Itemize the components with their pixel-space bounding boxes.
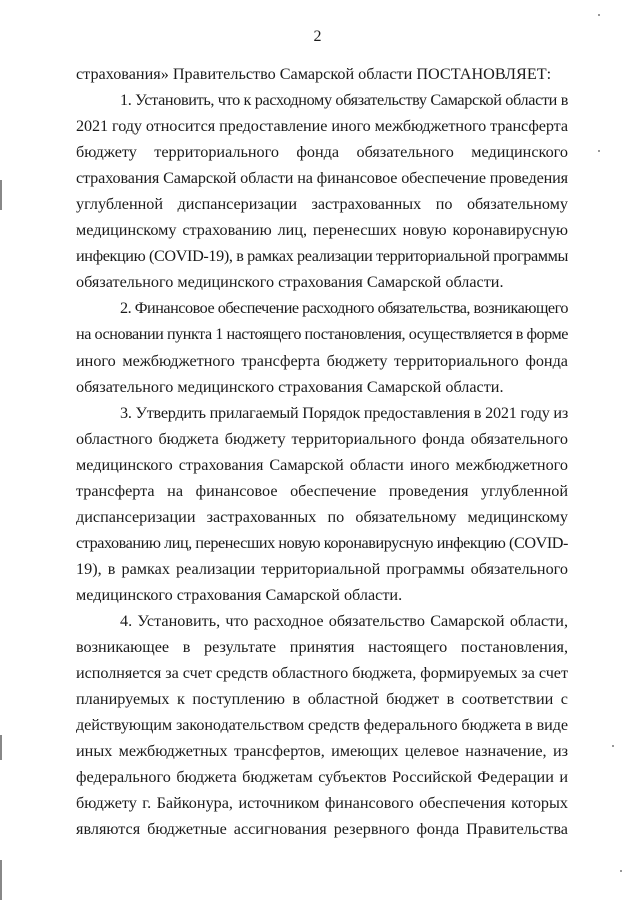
text-line: медицинского страхования Самарской области иного межбюджетного — [76, 455, 568, 474]
text-line: углубленной диспансеризации застрахованных по обязательному — [76, 195, 568, 214]
text-line-row — [76, 321, 568, 347]
text-line-row — [76, 165, 568, 191]
scan-edge-mark — [0, 735, 2, 760]
text-line: 1. Установить, что к расходному обязательству Самарской области в — [120, 91, 568, 110]
text-line: планируемых к поступлению в областной бюджет в соответствии с — [76, 690, 568, 709]
scan-speck — [620, 870, 622, 872]
scan-speck — [598, 150, 600, 152]
text-line: страхования Самарской области на финансовое обеспечение проведения — [76, 169, 568, 188]
text-line-row — [76, 504, 568, 530]
text-line-row — [76, 87, 568, 113]
text-line: обязательного медицинского страхования Самарской области. — [76, 377, 504, 396]
text-line: трансферта на финансовое обеспечение проведения углубленной — [76, 481, 568, 500]
text-line: областного бюджета бюджету территориального фонда обязательного — [76, 429, 568, 448]
text-line: на основании пункта 1 настоящего постановления, осуществляется в форме — [76, 325, 568, 344]
text-line: медицинского страхования Самарской области. — [76, 585, 403, 604]
text-line-row — [76, 634, 568, 660]
text-line-row — [76, 686, 568, 712]
text-line: 2021 году относится предоставление иного межбюджетного трансферта — [76, 117, 568, 136]
scan-edge-mark — [0, 860, 2, 900]
text-line-row — [76, 269, 568, 295]
text-line-row — [76, 816, 568, 842]
text-line: 3. Утвердить прилагаемый Порядок предоставления в 2021 году из — [120, 403, 568, 422]
text-line: медицинскому страхованию лиц, перенесших новую коронавирусную — [76, 221, 568, 240]
text-line: являются бюджетные ассигнования резервного фонда Правительства — [76, 820, 568, 839]
text-line-row — [76, 790, 568, 816]
text-line: иного межбюджетного трансферта бюджету территориального фонда — [76, 351, 568, 370]
text-line-row — [76, 530, 568, 556]
text-line-row — [76, 452, 568, 478]
text-line: 19), в рамках реализации территориальной программы обязательного — [76, 559, 568, 578]
text-line: страхованию лиц, перенесших новую коронавирусную инфекцию (COVID- — [76, 533, 568, 552]
text-line: 4. Установить, что расходное обязательство Самарской области, — [120, 611, 568, 630]
text-line: действующим законодательством средств федерального бюджета в виде — [76, 716, 568, 735]
page-number: 2 — [313, 28, 322, 45]
scan-speck — [598, 14, 600, 16]
text-line-row — [76, 582, 568, 608]
document-body — [76, 61, 568, 842]
text-line-row — [76, 712, 568, 738]
text-line-row — [76, 426, 568, 452]
text-line-row — [76, 556, 568, 582]
scan-speck — [612, 745, 614, 747]
text-line-row — [76, 738, 568, 764]
text-line-row — [76, 764, 568, 790]
text-line-row — [76, 348, 568, 374]
text-line: обязательного медицинского страхования Самарской области. — [76, 273, 504, 292]
text-line-row — [76, 478, 568, 504]
text-line: инфекцию (COVID-19), в рамках реализации территориальной программы — [76, 247, 568, 266]
text-line: бюджету территориального фонда обязательного медицинского — [76, 143, 568, 162]
text-line-row — [76, 374, 568, 400]
text-line-row — [76, 139, 568, 165]
text-line: бюджету г. Байконура, источником финансового обеспечения которых — [76, 794, 568, 813]
text-line: возникающее в результате принятия настоящего постановления, — [76, 638, 568, 657]
text-line: федерального бюджета бюджетам субъектов Российской Федерации и — [76, 768, 568, 787]
text-line-row — [76, 243, 568, 269]
text-line: исполняется за счет средств областного бюджета, формируемых за счет — [76, 664, 568, 683]
text-line-row — [76, 660, 568, 686]
text-line: 2. Финансовое обеспечение расходного обязательства, возникающего — [120, 299, 568, 318]
text-line: иных межбюджетных трансфертов, имеющих целевое назначение, из — [76, 742, 568, 761]
text-line-row — [76, 608, 568, 634]
text-line-row — [76, 400, 568, 426]
text-line-row — [76, 191, 568, 217]
text-line-row — [76, 217, 568, 243]
text-line-row — [76, 113, 568, 139]
text-line: диспансеризации застрахованных по обязательному медицинскому — [76, 507, 568, 526]
text-line-row — [76, 61, 568, 87]
text-line: страхования» Правительство Самарской области ПОСТАНОВЛЯЕТ: — [76, 65, 552, 83]
text-line-row — [76, 295, 568, 321]
scan-edge-mark — [0, 180, 2, 210]
